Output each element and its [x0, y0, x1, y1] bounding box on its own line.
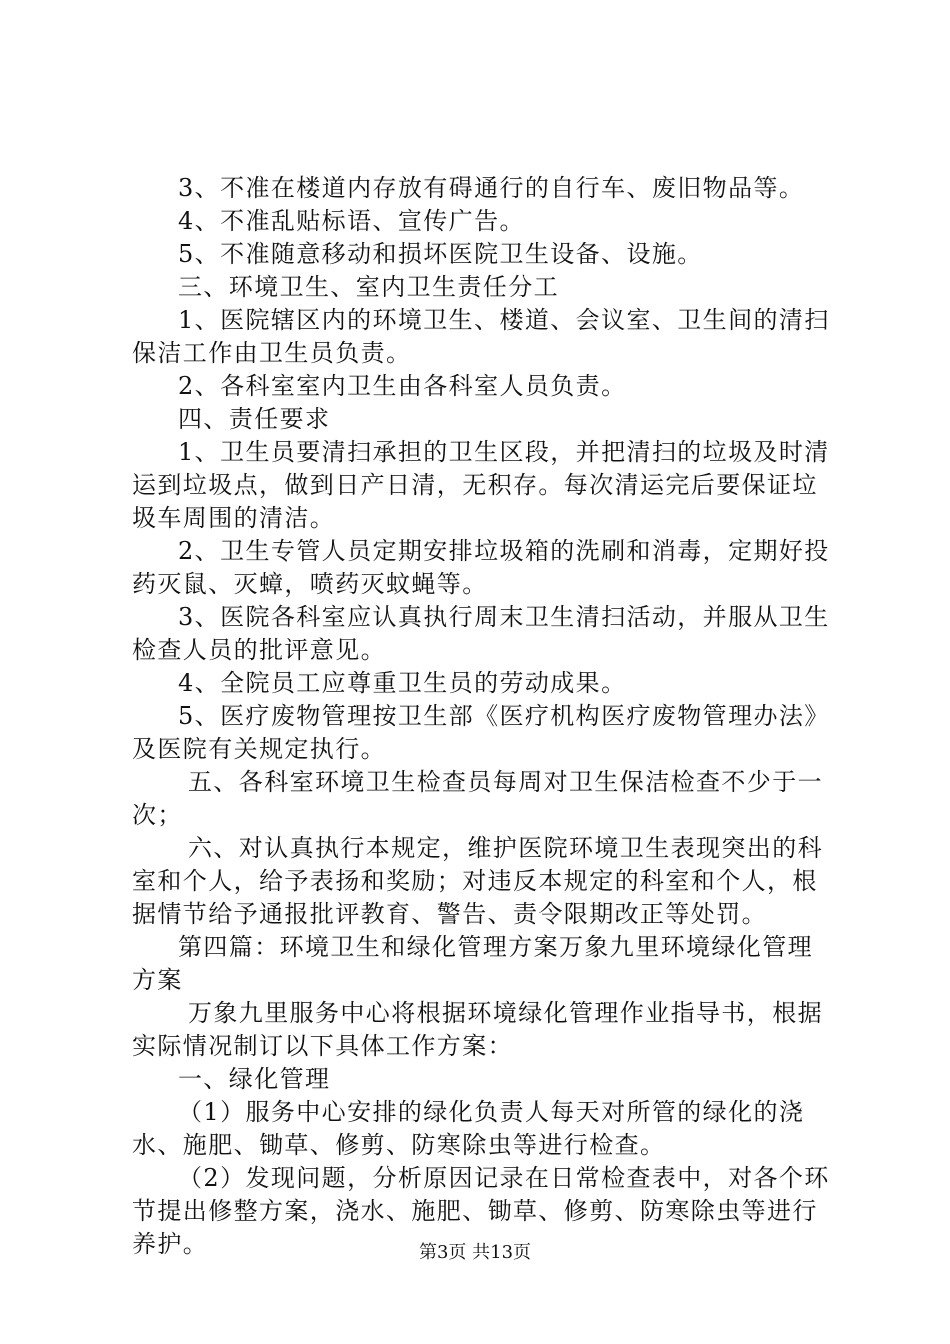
- section-heading-5: 五、各科室环境卫生检查员每周对卫生保洁检查不少于一次；: [132, 768, 823, 829]
- paragraph-greening-1: （1）服务中心安排的绿化负责人每天对所管的绿化的浇水、施肥、锄草、修剪、防寒除虫等进行检查。: [132, 1098, 805, 1159]
- paragraph-greening-2: （2）发现问题，分析原因记录在日常检查表中，对各个环节提出修整方案，浇水、施肥、锄草、修剪、防寒除虫等进行养护。: [132, 1164, 830, 1258]
- section-heading-3: 三、环境卫生、室内卫生责任分工: [178, 273, 559, 301]
- paragraph-requirement-1: 1、卫生员要清扫承担的卫生区段，并把清扫的垃圾及时清运到垃圾点，做到日产日清，无积存。每次清运完后要保证垃圾车周围的清洁。: [132, 438, 830, 532]
- section-heading-4: 四、责任要求: [178, 405, 331, 433]
- paragraph-intro: 万象九里服务中心将根据环境绿化管理作业指导书，根据实际情况制订以下具体工作方案：: [132, 999, 823, 1060]
- paragraph-requirement-5: 5、医疗废物管理按卫生部《医疗机构医疗废物管理办法》及医院有关规定执行。: [132, 702, 830, 763]
- paragraph-requirement-3: 3、医院各科室应认真执行周末卫生清扫活动，并服从卫生检查人员的批评意见。: [132, 603, 830, 664]
- section-heading-6: 六、对认真执行本规定，维护医院环境卫生表现突出的科室和个人，给予表扬和奖励；对违反本规定的科室和个人，根据情节给予通报批评教育、警告、责令限期改正等处罚。: [132, 834, 823, 928]
- paragraph-requirement-4: 4、全院员工应尊重卫生员的劳动成果。: [178, 669, 627, 697]
- section-heading-greening: 一、绿化管理: [178, 1065, 331, 1093]
- chapter-title: 第四篇：环境卫生和绿化管理方案万象九里环境绿化管理方案: [132, 933, 813, 994]
- paragraph-duty-2: 2、各科室室内卫生由各科室人员负责。: [178, 372, 627, 400]
- paragraph-requirement-2: 2、卫生专管人员定期安排垃圾箱的洗刷和消毒，定期好投药灭鼠、灭蟑，喷药灭蚊蝇等。: [132, 537, 830, 598]
- paragraph-rule-5: 5、不准随意移动和损坏医院卫生设备、设施。: [178, 240, 703, 268]
- paragraph-rule-4: 4、不准乱贴标语、宣传广告。: [178, 207, 525, 235]
- paragraph-duty-1: 1、医院辖区内的环境卫生、楼道、会议室、卫生间的清扫保洁工作由卫生员负责。: [132, 306, 830, 367]
- document-body: [132, 172, 832, 1261]
- paragraph-rule-3: 3、不准在楼道内存放有碍通行的自行车、废旧物品等。: [178, 174, 805, 202]
- page-footer: 第3页 共13页: [418, 1242, 532, 1263]
